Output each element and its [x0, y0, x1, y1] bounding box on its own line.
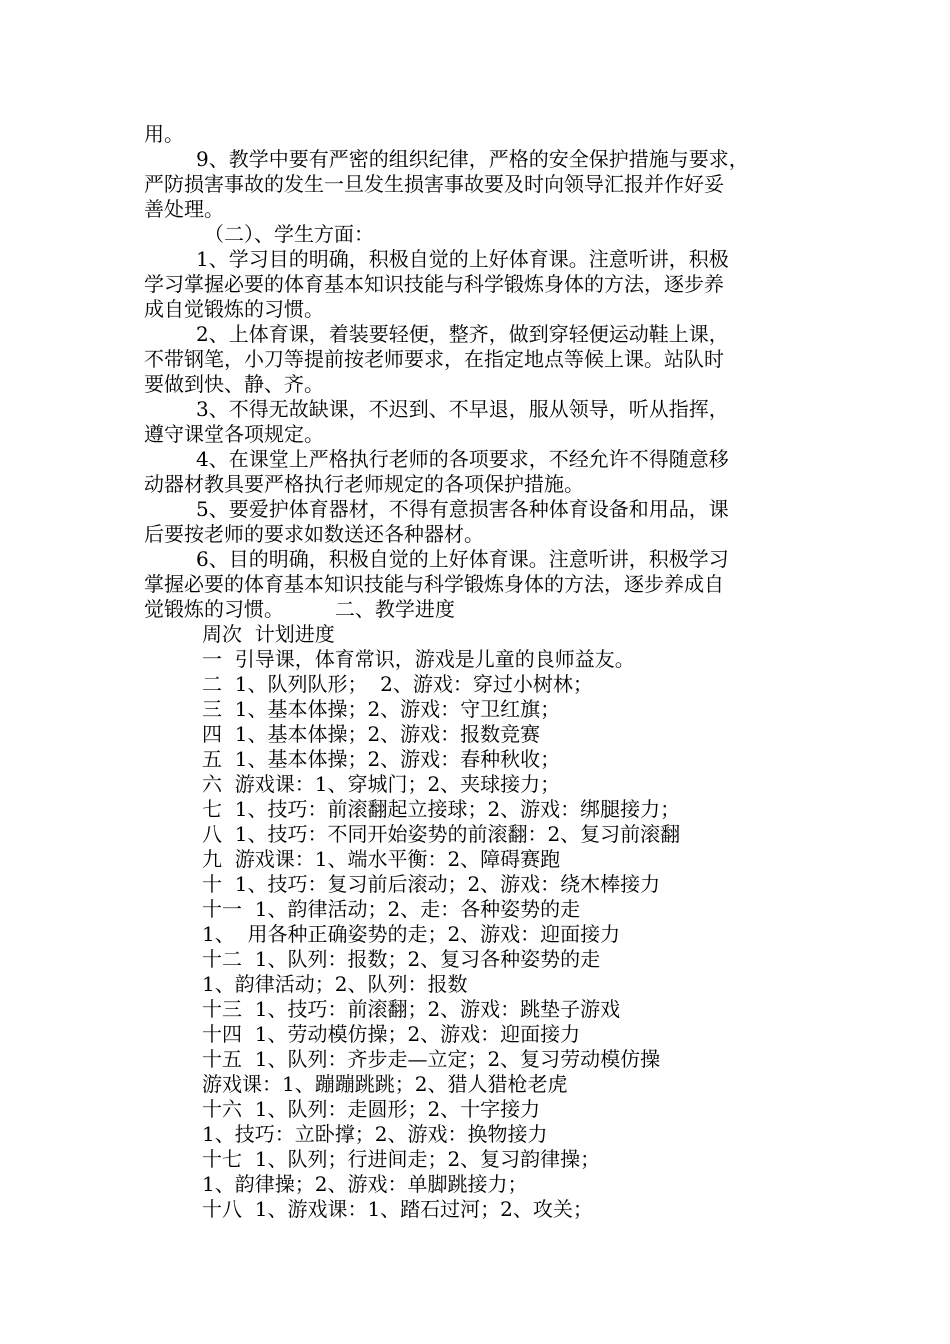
text-line: 觉锻炼的习惯。 二、教学进度: [144, 597, 455, 621]
schedule-row: 六 游戏课：1、穿城门；2、夹球接力；: [202, 772, 561, 796]
schedule-row: 十三 1、技巧：前滚翻；2、游戏：跳垫子游戏: [202, 997, 621, 1021]
schedule-row: 十七 1、队列；行进间走；2、复习韵律操；: [202, 1147, 601, 1171]
schedule-row: 十二 1、队列：报数；2、复习各种姿势的走: [202, 947, 601, 971]
schedule-row: 1、 用各种正确姿势的走；2、游戏：迎面接力: [202, 922, 621, 946]
text-line: 3、不得无故缺课，不迟到、不早退，服从领导，听从指挥，: [196, 397, 729, 421]
text-line: 善处理。: [144, 197, 224, 221]
schedule-row: 三 1、基本体操；2、游戏：守卫红旗；: [202, 697, 561, 721]
text-line: 成自觉锻炼的习惯。: [144, 297, 324, 321]
schedule-header: 周次 计划进度: [202, 622, 335, 646]
text-line: 9、教学中要有严密的组织纪律，严格的安全保护措施与要求，: [196, 147, 749, 171]
schedule-row: 八 1、技巧：不同开始姿势的前滚翻：2、复习前滚翻: [202, 822, 681, 846]
schedule-row: 1、技巧：立卧撑；2、游戏：换物接力: [202, 1122, 548, 1146]
schedule-row: 十五 1、队列：齐步走—立定；2、复习劳动模仿操: [202, 1047, 661, 1071]
text-line: 2、上体育课，着装要轻便，整齐，做到穿轻便运动鞋上课，: [196, 322, 729, 346]
schedule-row: 十四 1、劳动模仿操；2、游戏：迎面接力: [202, 1022, 581, 1046]
schedule-row: 二 1、队列队形； 2、游戏：穿过小树林；: [202, 672, 593, 696]
text-line: 4、在课堂上严格执行老师的各项要求，不经允许不得随意移: [196, 447, 729, 471]
text-line: 学习掌握必要的体育基本知识技能与科学锻炼身体的方法，逐步养: [144, 272, 724, 296]
schedule-row: 四 1、基本体操；2、游戏：报数竞赛: [202, 722, 541, 746]
text-line: 严防损害事故的发生一旦发生损害事故要及时向领导汇报并作好妥: [144, 172, 724, 196]
document-page: [144, 122, 814, 1222]
text-line: 不带钢笔，小刀等提前按老师要求，在指定地点等候上课。站队时: [144, 347, 724, 371]
text-line: 掌握必要的体育基本知识技能与科学锻炼身体的方法，逐步养成自: [144, 572, 724, 596]
text-line: 1、学习目的明确，积极自觉的上好体育课。注意听讲，积极: [196, 247, 729, 271]
text-line: 6、目的明确，积极自觉的上好体育课。注意听讲，积极学习: [196, 547, 729, 571]
schedule-row: 十一 1、韵律活动；2、走：各种姿势的走: [202, 897, 581, 921]
text-line: 动器材教具要严格执行老师规定的各项保护措施。: [144, 472, 584, 496]
schedule-row: 1、韵律活动；2、队列：报数: [202, 972, 468, 996]
schedule-row: 1、韵律操；2、游戏：单脚跳接力；: [202, 1172, 528, 1196]
schedule-row: 九 游戏课：1、端水平衡：2、障碍赛跑: [202, 847, 561, 871]
schedule-row: 十八 1、游戏课：1、踏石过河；2、攻关；: [202, 1197, 593, 1221]
text-line: 后要按老师的要求如数送还各种器材。: [144, 522, 484, 546]
schedule-row: 游戏课：1、蹦蹦跳跳；2、猎人猎枪老虎: [202, 1072, 568, 1096]
schedule-row: 五 1、基本体操；2、游戏：春种秋收；: [202, 747, 561, 771]
text-line: 遵守课堂各项规定。: [144, 422, 324, 446]
schedule-row: 十六 1、队列：走圆形；2、十字接力: [202, 1097, 541, 1121]
text-line: 要做到快、静、齐。: [144, 372, 324, 396]
schedule-row: 七 1、技巧：前滚翻起立接球；2、游戏：绑腿接力；: [202, 797, 681, 821]
schedule-row: 十 1、技巧：复习前后滚动；2、游戏：绕木棒接力: [202, 872, 661, 896]
schedule-row: 一 引导课，体育常识，游戏是儿童的良师益友。: [202, 647, 635, 671]
section-heading: （二）、学生方面：: [204, 222, 374, 246]
text-line: 用。: [144, 122, 184, 146]
text-line: 5、要爱护体育器材，不得有意损害各种体育设备和用品，课: [196, 497, 729, 521]
